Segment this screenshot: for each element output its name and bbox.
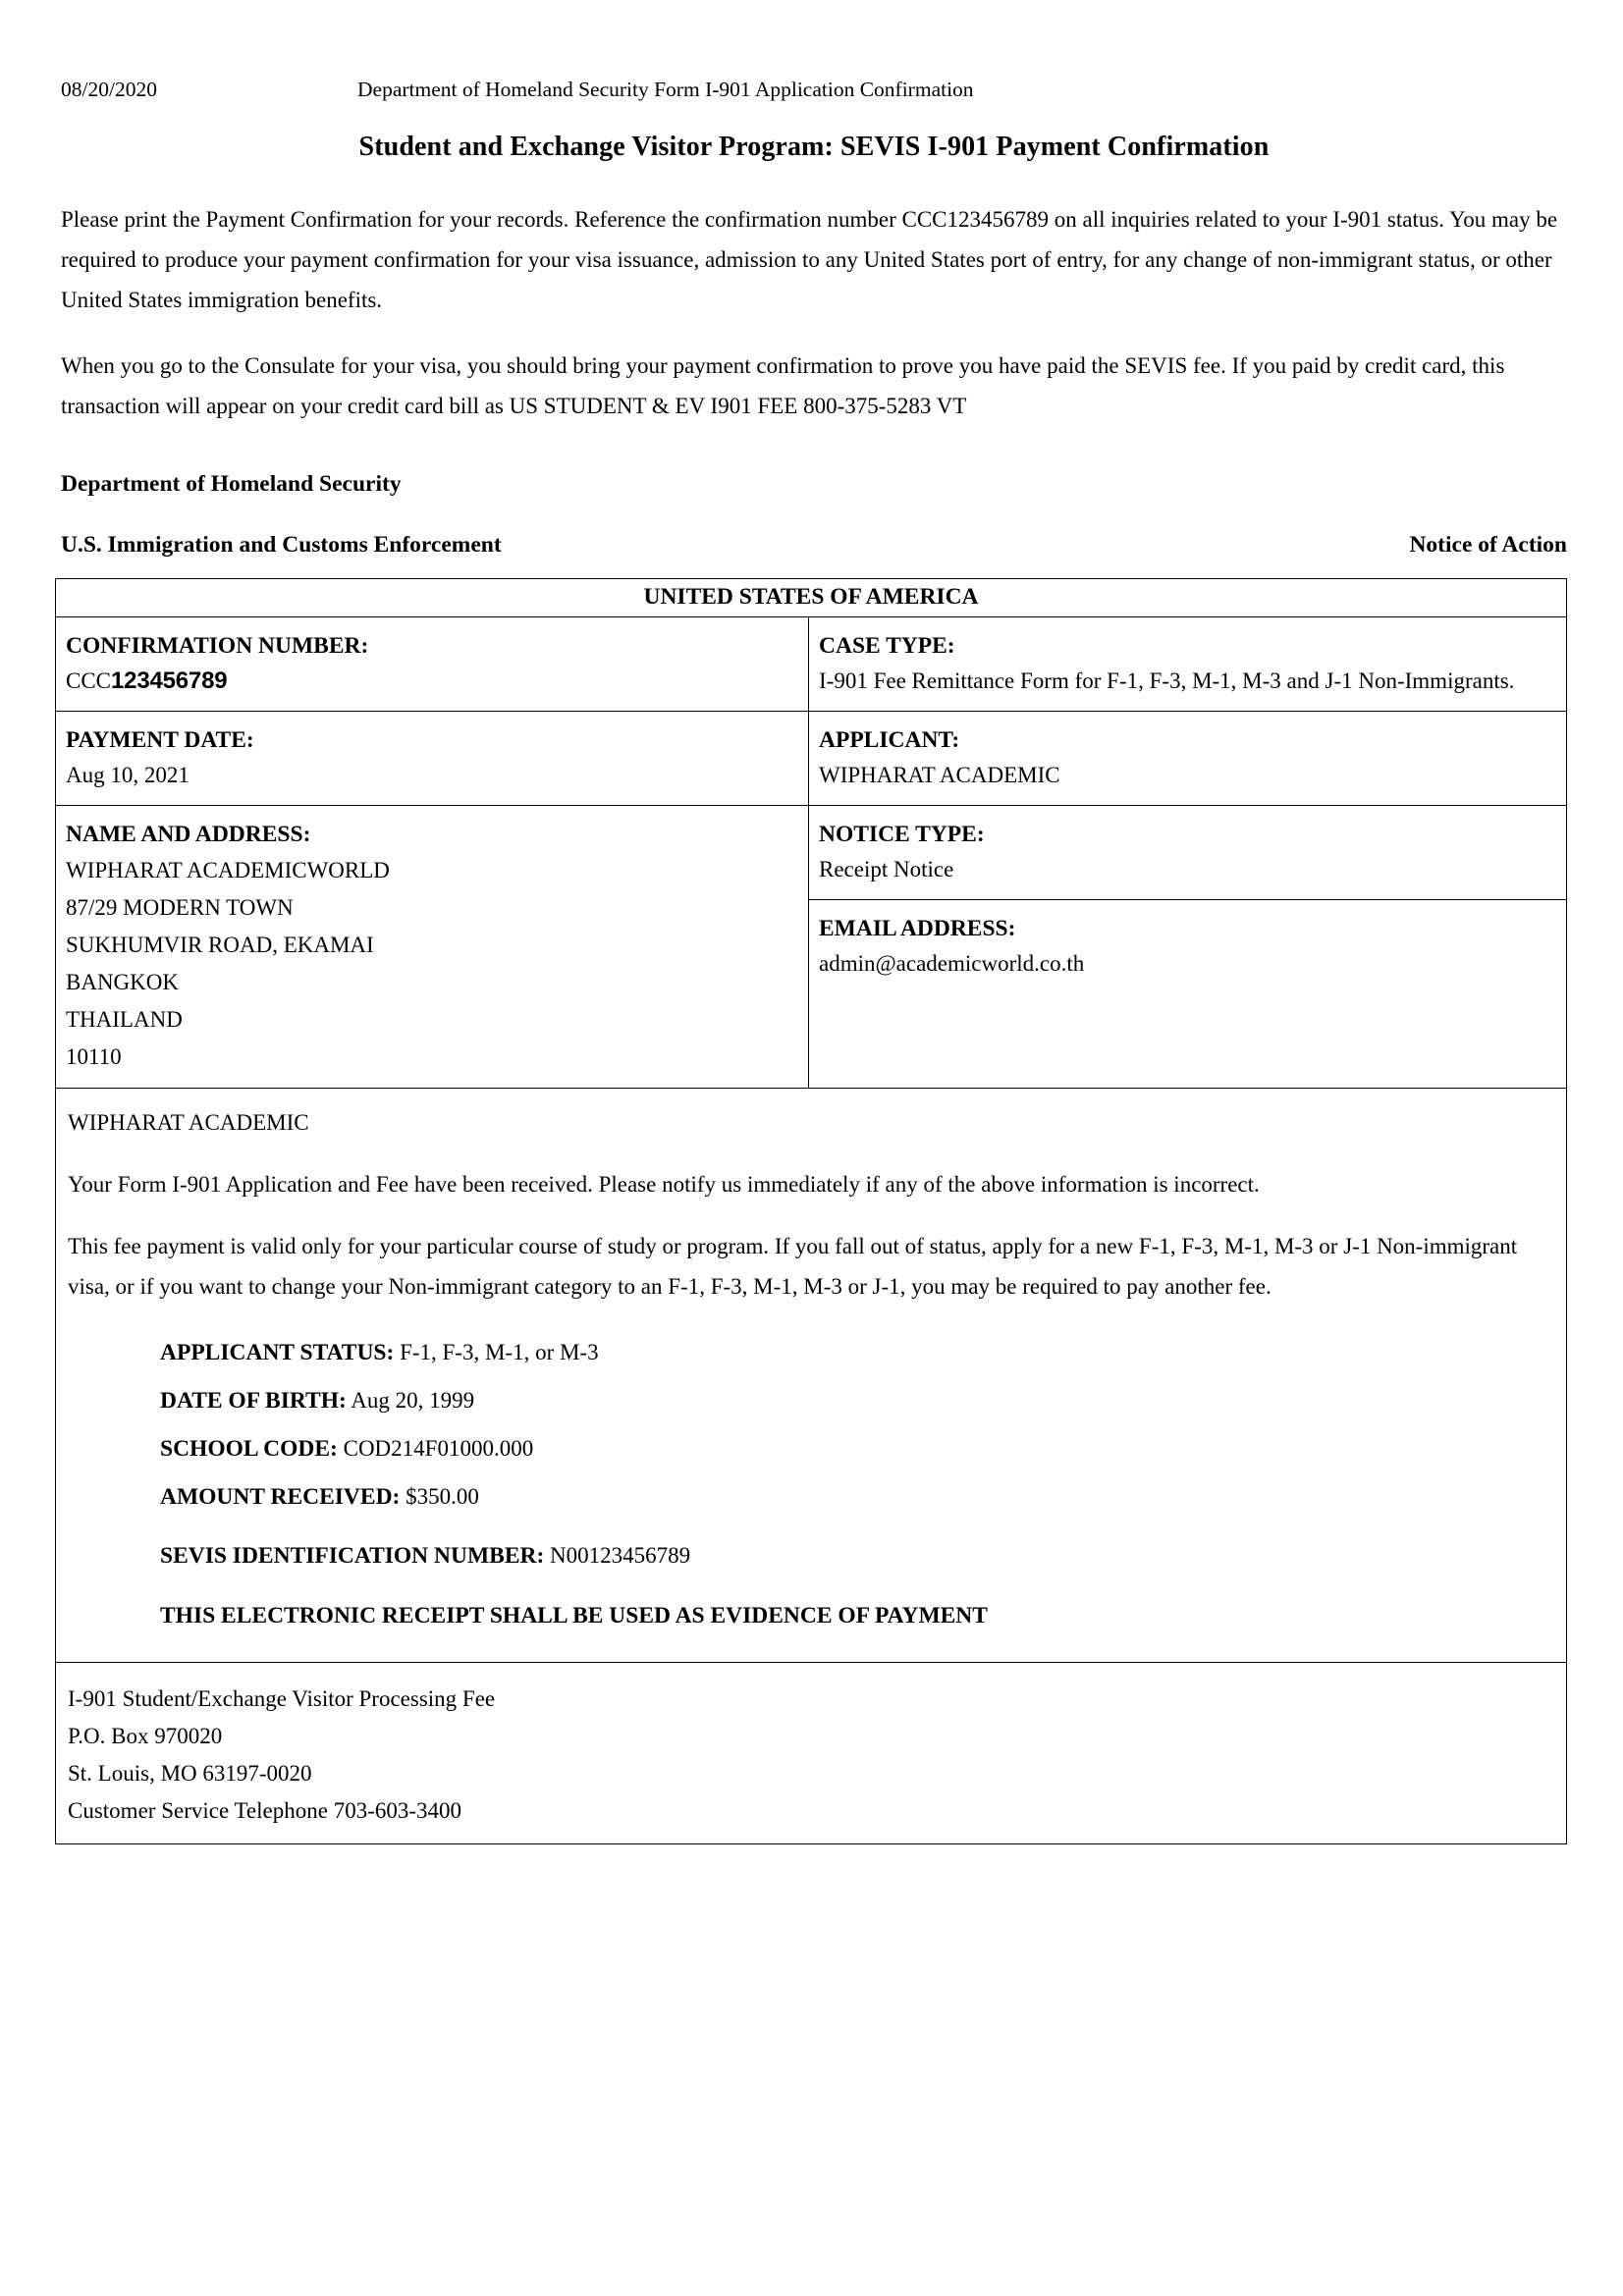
amount-received-label: AMOUNT RECEIVED: bbox=[160, 1484, 401, 1510]
agency-bureau-row bbox=[61, 530, 1567, 560]
case-type-value: I-901 Fee Remittance Form for F-1, F-3, M-1, M-3 and J-1 Non-Immigrants. bbox=[819, 668, 1515, 693]
email-address-value: admin@academicworld.co.th bbox=[819, 951, 1085, 976]
payment-date-value: Aug 10, 2021 bbox=[66, 763, 189, 787]
notice-type-and-email-cell bbox=[809, 806, 1566, 1088]
applicant-value: WIPHARAT ACADEMIC bbox=[819, 763, 1060, 787]
running-header bbox=[61, 77, 1567, 102]
sevis-id-value: N00123456789 bbox=[550, 1543, 691, 1568]
notice-body-section bbox=[56, 1089, 1566, 1662]
notice-of-action-label: Notice of Action bbox=[1409, 532, 1567, 558]
intro-paragraph-1: Please print the Payment Confirmation for your records. Reference the confirmation number CCC123456789 on all inquiries related to your I-901 status. You may be required to produce your payment confirmation for your visa issuance, admission to any United States port of entry, for any change of non-immigrant status, or other United States immigration benefits. bbox=[61, 207, 1558, 312]
date-of-birth-value: Aug 20, 1999 bbox=[351, 1388, 475, 1413]
footer-line: P.O. Box 970020 bbox=[68, 1724, 223, 1748]
notice-type-label: NOTICE TYPE: bbox=[819, 822, 985, 847]
payment-date-cell bbox=[56, 712, 809, 805]
body-paragraph-1: Your Form I-901 Application and Fee have been received. Please notify us immediately if any of the above information is incorrect. bbox=[68, 1172, 1260, 1197]
applicant-label: APPLICANT: bbox=[819, 727, 960, 753]
header-date: 08/20/2020 bbox=[61, 78, 157, 101]
case-type-label: CASE TYPE: bbox=[819, 633, 955, 659]
list-item bbox=[160, 1480, 1554, 1514]
confirmation-number-value bbox=[66, 664, 798, 699]
applicant-cell bbox=[809, 712, 1566, 805]
table-row bbox=[56, 1089, 1566, 1843]
list-item bbox=[160, 1384, 1554, 1417]
table-row bbox=[56, 712, 1566, 806]
school-code-value: COD214F01000.000 bbox=[343, 1436, 534, 1461]
header-form-title: Department of Homeland Security Form I-901 Application Confirmation bbox=[357, 78, 974, 101]
footer-line: I-901 Student/Exchange Visitor Processing Fee bbox=[68, 1686, 496, 1711]
notice-type-value: Receipt Notice bbox=[819, 857, 954, 881]
confirmation-number-cell bbox=[56, 617, 809, 711]
email-address-cell bbox=[809, 900, 1566, 1088]
confirmation-number-digits: 123456789 bbox=[111, 667, 228, 694]
address-line: BANGKOK bbox=[66, 970, 179, 994]
address-line: 87/29 MODERN TOWN bbox=[66, 895, 294, 920]
notice-body-cell bbox=[56, 1089, 1566, 1843]
table-row bbox=[56, 617, 1566, 712]
payment-date-label: PAYMENT DATE: bbox=[66, 727, 254, 753]
processing-fee-footer bbox=[56, 1662, 1566, 1843]
list-item bbox=[160, 1432, 1554, 1466]
name-and-address-cell bbox=[56, 806, 809, 1088]
body-paragraph-2: This fee payment is valid only for your particular course of study or program. If you fall out of status, apply for a new F-1, F-3, M-1, M-3 or J-1 Non-immigrant visa, or if you want to change your Non-immigrant category to an F-1, F-3, M-1, M-3 or J-1, you may be required to pay another fee. bbox=[68, 1234, 1518, 1299]
list-item bbox=[160, 1539, 1554, 1573]
body-greeting: WIPHARAT ACADEMIC bbox=[68, 1110, 309, 1135]
case-type-cell bbox=[809, 617, 1566, 711]
email-address-label: EMAIL ADDRESS: bbox=[819, 916, 1016, 941]
address-line: SUKHUMVIR ROAD, EKAMAI bbox=[66, 933, 374, 957]
date-of-birth-label: DATE OF BIRTH: bbox=[160, 1388, 347, 1414]
address-line: WIPHARAT ACADEMICWORLD bbox=[66, 858, 390, 882]
address-line: 10110 bbox=[66, 1044, 122, 1069]
intro-paragraph-2: When you go to the Consulate for your visa, you should bring your payment confirmation to prove you have paid the SEVIS fee. If you paid by credit card, this transaction will appear on your credit card bill as US STUDENT & EV I901 FEE 800-375-5283 VT bbox=[61, 353, 1505, 418]
page-title: Student and Exchange Visitor Program: SEVIS I-901 Payment Confirmation bbox=[358, 132, 1270, 162]
country-banner: UNITED STATES OF AMERICA bbox=[56, 579, 1566, 617]
notice-of-action-table bbox=[55, 578, 1567, 1844]
notice-type-cell bbox=[809, 806, 1566, 900]
payment-detail-list bbox=[160, 1336, 1554, 1632]
amount-received-value: $350.00 bbox=[406, 1484, 479, 1509]
sevis-id-label: SEVIS IDENTIFICATION NUMBER: bbox=[160, 1543, 545, 1569]
confirmation-number-label: CONFIRMATION NUMBER: bbox=[66, 633, 369, 659]
school-code-label: SCHOOL CODE: bbox=[160, 1436, 338, 1462]
agency-department-heading: Department of Homeland Security bbox=[61, 471, 402, 497]
confirmation-number-prefix: CCC bbox=[66, 668, 112, 693]
footer-line: Customer Service Telephone 703-603-3400 bbox=[68, 1798, 462, 1823]
applicant-status-label: APPLICANT STATUS: bbox=[160, 1340, 395, 1365]
evidence-statement: THIS ELECTRONIC RECEIPT SHALL BE USED AS EVIDENCE OF PAYMENT bbox=[160, 1603, 988, 1629]
agency-bureau-heading: U.S. Immigration and Customs Enforcement bbox=[61, 532, 502, 558]
table-row bbox=[56, 806, 1566, 1089]
footer-line: St. Louis, MO 63197-0020 bbox=[68, 1761, 312, 1786]
applicant-status-value: F-1, F-3, M-1, or M-3 bbox=[400, 1340, 599, 1364]
address-line: THAILAND bbox=[66, 1007, 183, 1032]
list-item bbox=[160, 1336, 1554, 1369]
name-and-address-label: NAME AND ADDRESS: bbox=[66, 822, 311, 847]
